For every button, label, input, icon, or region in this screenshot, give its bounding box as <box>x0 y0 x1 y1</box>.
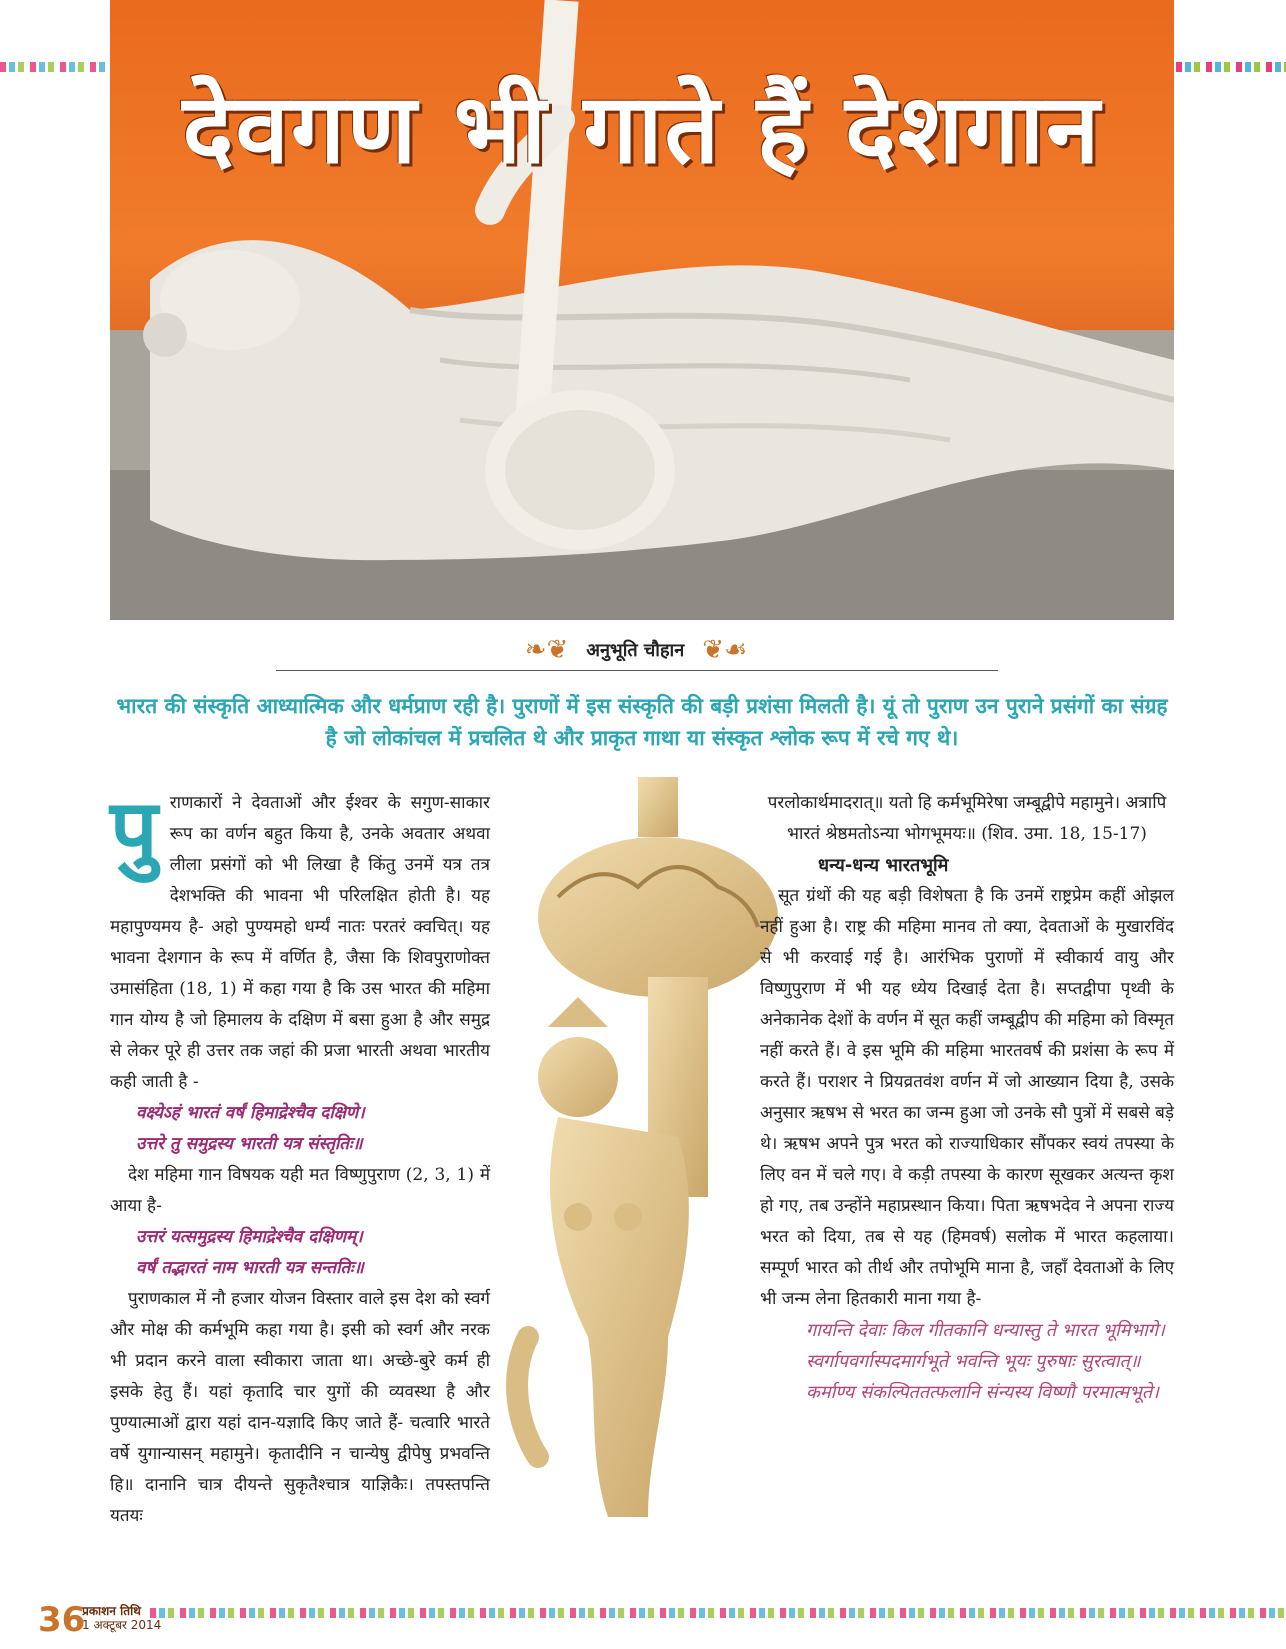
byline <box>276 630 996 670</box>
hero-image <box>110 0 1174 620</box>
left-paragraph-3: पुराणकाल में नौ हजार योजन विस्तार वाले इस देश को स्वर्ग और मोक्ष की कर्मभूमि कहा गया है। इसी को स्वर्ग और नरक भी प्रदान करने वाला स्वीकारा जाता था। अच्छे-बुरे कर्म ही इसके हेतु हैं। यहां कृतादि चार युगों की व्यवस्था है और पुण्यात्माओं द्वारा यहां दान-यज्ञादि किए जाते हैं- चत्वारि भारते वर्षे युगान्यासन् महामुने। कृतादीनि न चान्येषु द्वीपेषु प्रभवन्ति हि॥ दानानि चात्र दीयन्ते सुकृतैश्चात्र याज्ञिकैः। तपस्तपन्ति यतयः <box>110 1289 490 1526</box>
closing-verse-1: गायन्ति देवाः किल गीतकानि धन्यास्तु ते भारत भूमिभागे। <box>806 1320 1165 1341</box>
verse-1-line-1: वक्ष्येऽहं भारतं वर्षं हिमाद्रेश्चैव दक्षिणे। <box>136 1103 365 1123</box>
closing-verse-3: कर्माण्य संकल्पिततत्फलानि संन्यस्य विष्णौ परमात्मभूते। <box>806 1382 1159 1403</box>
top-decorative-border-left <box>0 62 108 72</box>
closing-verse-2: स्वर्गापवर्गास्पदमार्गभूते भवन्ति भूयः पुरुषाः सुरत्वात्॥ <box>806 1351 1141 1372</box>
carved-figure-illustration <box>498 777 778 1537</box>
drop-cap: पु <box>110 781 158 879</box>
right-paragraph-1: सूत ग्रंथों की यह बड़ी विशेषता है कि उनमें राष्ट्रप्रेम कहीं ओझल नहीं हुआ है। राष्ट्र की महिमा मानव तो क्या, देवताओं के मुखारविंद से भी करवाई गई है। आरंभिक पुराणों में स्वीकार्य वायु और विष्णुपुराण में भी यह ध्येय दिखाई देता है। सप्तद्वीपा पृथ्वी के अनेकानेक देशों के वर्णन में सूत कहीं जम्बूद्वीप की महिमा को विस्मृत नहीं करते हैं। वे इस भूमि की महिमा भारतवर्ष की प्रशंसा के रूप में करते हैं। पराशर ने प्रियव्रतवंश वर्णन में जो आख्यान दिया है, उसके अनुसार ऋषभ से भरत का जन्म हुआ जो उनके सौ पुत्रों में सबसे बड़े थे। ऋषभ अपने पुत्र भरत को राज्याधिकार सौंपकर स्वयं तपस्या के लिए वन में चले गए। वे कड़ी तपस्या के कारण सूखकर अत्यन्त कृश हो गए, तब उन्होंने महाप्रस्थान किया। पिता ऋषभदेव ने अपना राज्य भरत को दिया, तब से यह (हिमवर्ष) सलोक में भारत कहलाया। सम्पूर्ण भारत को तीर्थ और तपोभूमि माना है, जहाँ देवताओं के लिए भी जन्म लेना हितकारी माना गया है- <box>760 886 1174 1309</box>
page-number: 36 <box>38 1600 86 1640</box>
right-column <box>760 788 1174 1408</box>
verse-2-line-1: उत्तरं यत्समुद्रस्य हिमाद्रेश्चैव दक्षिणम्। <box>136 1227 363 1247</box>
sculpture-image <box>498 777 778 1537</box>
bottom-decorative-border <box>150 1608 1286 1618</box>
right-paragraph-0: परलोकार्थमादरात्॥ यतो हि कर्मभूमिरेषा जम्बूद्वीपे महामुने। अत्रापि भारतं श्रेष्ठमतोऽन्या भोगभूमयः॥ (शिव. उमा. 18, 15-17) <box>767 793 1167 844</box>
author-name: अनुभूति चौहान <box>586 640 685 661</box>
publication-info <box>82 1604 161 1632</box>
byline-divider <box>276 670 998 671</box>
left-flourish-icon: ❧❦ <box>524 635 569 665</box>
top-decorative-border-under <box>1176 62 1286 72</box>
lead-paragraph: भारत की संस्कृति आध्यात्मिक और धर्मप्राण रही है। पुराणों में इस संस्कृति की बड़ी प्रशंसा मिलती है। यूं तो पुराण उन पुराने प्रसंगों का संग्रह है जो लोकांचल में प्रचलित थे और प्राकृत गाथा या संस्कृत श्लोक रूप में रचे गए थे। <box>116 694 1168 750</box>
verse-2-line-2: वर्षं तद्भारतं नाम भारती यत्र सन्ततिः॥ <box>136 1258 364 1278</box>
left-paragraph-2: देश महिमा गान विषयक यही मत विष्णुपुराण (2, 3, 1) में आया है- <box>110 1165 490 1216</box>
verse-1-line-2: उत्तरे तु समुद्रस्य भारती यत्र संस्तृतिः॥ <box>136 1134 363 1154</box>
publication-name: प्रकाशन तिथि <box>82 1604 141 1618</box>
left-column <box>110 781 490 1532</box>
section-heading: धन्य-धन्य भारतभूमि <box>818 855 949 876</box>
left-paragraph-1: राणकारों ने देवताओं और ईश्वर के सगुण-साकार रूप का वर्णन बहुत किया है, उनके अवतार अथवा लीला प्रसंगों को भी लिखा है किंतु उनमें यत्र तत्र देशभक्ति की भावना भी परिलक्षित होती है। यह महापुण्यमय है- अहो पुण्यमहो धर्म्यं नातः परतरं क्वचित्। यह भावना देशगान के रूप में वर्णित है, जैसा कि शिवपुराणोक्त उमासंहिता (18, 1) में कहा गया है कि उस भारत की महिमा गान योग्य है जो हिमालय के दक्षिण में बसा हुआ है और समुद्र से लेकर पूरे ही उत्तर तक जहां की प्रजा भारती अथवा भारतीय कही जाती है - <box>110 793 490 1092</box>
right-flourish-icon: ❦☙ <box>702 635 748 665</box>
page-title: देवगण भी गाते हैं देशगान <box>182 73 1102 185</box>
publication-date: 1 अक्टूबर 2014 <box>82 1618 162 1632</box>
